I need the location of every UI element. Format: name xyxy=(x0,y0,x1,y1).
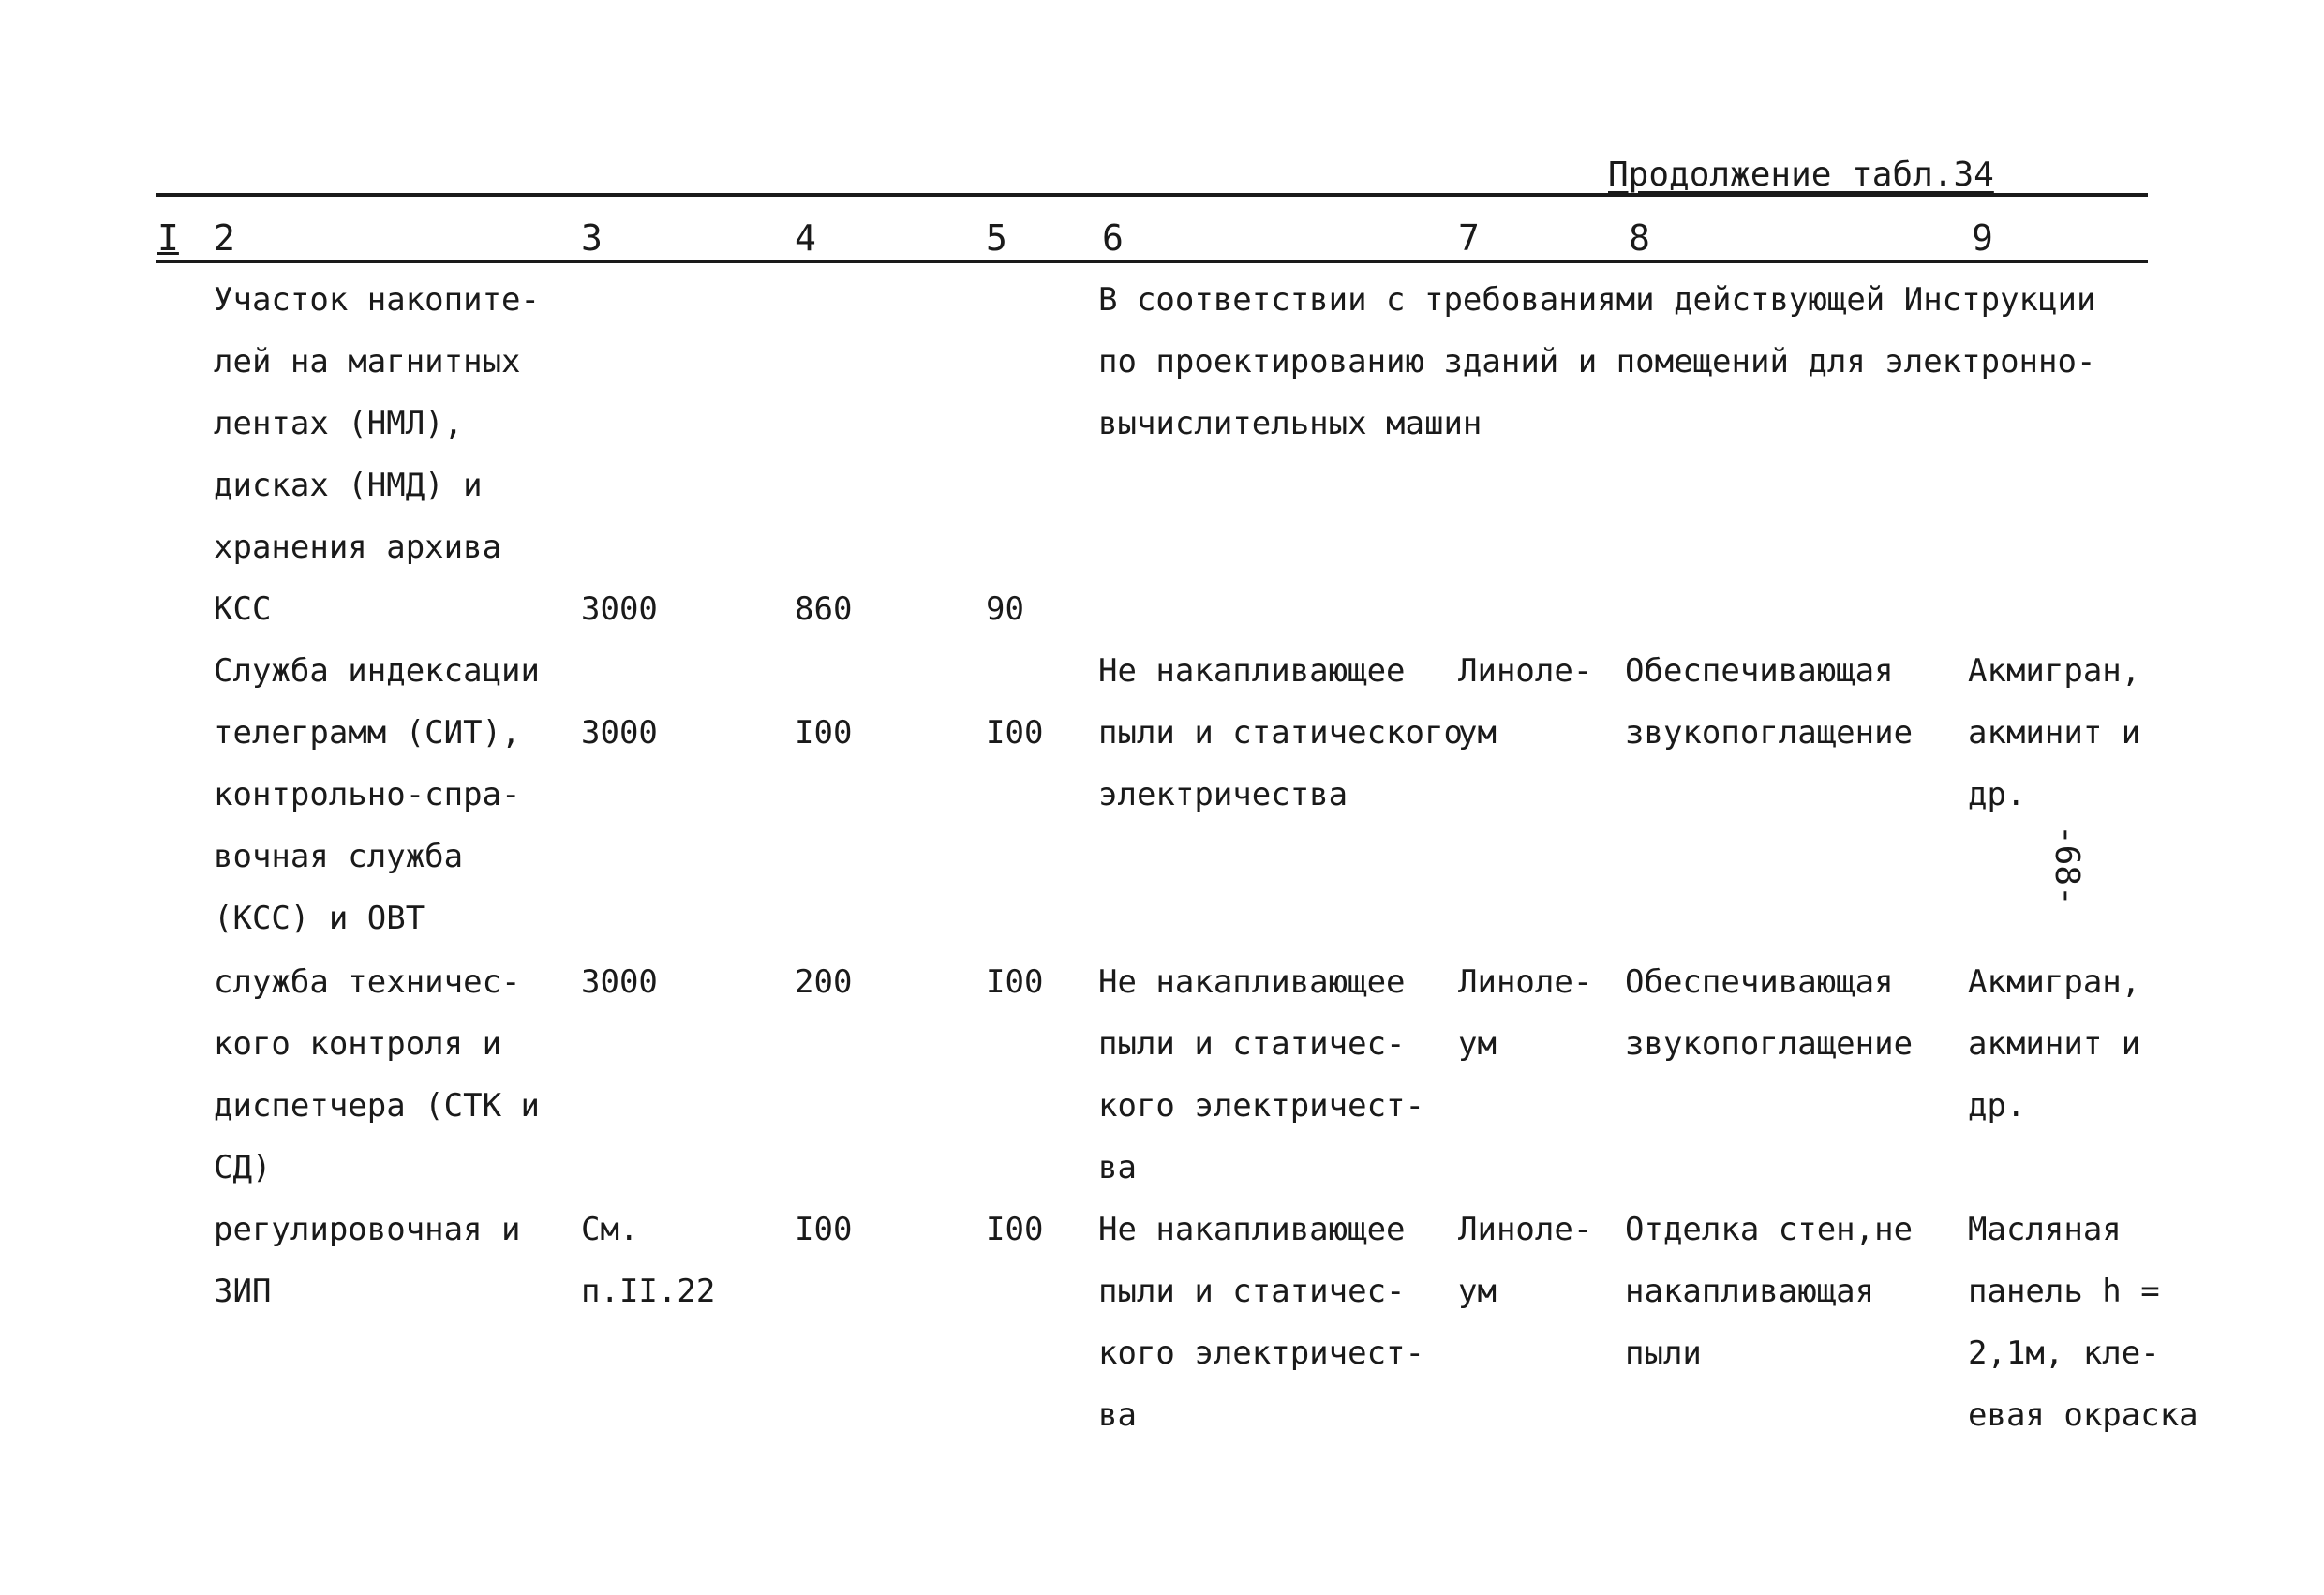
cell-col2-line: служба техничес- xyxy=(214,963,521,1001)
cell-col2-line: дисках (НМД) и xyxy=(214,467,483,504)
cell-col9-line: Масляная xyxy=(1968,1211,2122,1248)
cell-col9-line: Акмигран, xyxy=(1968,963,2141,1001)
cell-col8-line: накапливающая xyxy=(1625,1273,1875,1310)
cell-col8-line: Отделка стен,не xyxy=(1625,1211,1914,1248)
cell-col6-line: Не накапливающее xyxy=(1098,652,1406,690)
cell-col9-line: др. xyxy=(1968,1087,2026,1125)
cell-col2-line: КСС xyxy=(214,590,272,628)
cell-col6-line: пыли и статичес- xyxy=(1098,1273,1406,1310)
header-col-4: 4 xyxy=(795,217,816,259)
cell-col7-line: ум xyxy=(1458,1273,1497,1310)
cell-col7-line: ум xyxy=(1458,1025,1497,1063)
cell-col8-line: пыли xyxy=(1625,1334,1702,1372)
header-rule xyxy=(156,260,2148,263)
cell-col9-line: евая окраска xyxy=(1968,1396,2198,1434)
cell-note-line: вычислительных машин xyxy=(1098,405,1482,442)
cell-col4-line: 200 xyxy=(795,963,853,1001)
cell-col3-line: 3000 xyxy=(581,963,658,1001)
cell-col6-line: пыли и статичес- xyxy=(1098,1025,1406,1063)
cell-col2-line: хранения архива xyxy=(214,529,502,566)
cell-col2-line: телеграмм (СИТ), xyxy=(214,714,521,752)
cell-col2-line: диспетчера (СТК и xyxy=(214,1087,540,1125)
cell-col8-line: звукопоглащение xyxy=(1625,1025,1914,1063)
cell-col4-line: I00 xyxy=(795,714,853,752)
cell-col5-line: I00 xyxy=(986,1211,1044,1248)
cell-col6-line: кого электричест- xyxy=(1098,1334,1424,1372)
cell-col9-line: Акмигран, xyxy=(1968,652,2141,690)
cell-col8-line: Обеспечивающая xyxy=(1625,652,1894,690)
cell-col7-line: Линоле- xyxy=(1458,1211,1593,1248)
cell-col2-line: (КСС) и ОВТ xyxy=(214,900,425,937)
cell-col2-line: регулировочная и xyxy=(214,1211,521,1248)
header-col-9: 9 xyxy=(1972,217,1993,259)
cell-col9-line: акминит и xyxy=(1968,1025,2141,1063)
cell-col2-line: СД) xyxy=(214,1149,272,1186)
cell-col4-line: I00 xyxy=(795,1211,853,1248)
cell-col2-line: ЗИП xyxy=(214,1273,272,1310)
table-caption: Продолжение табл.34 xyxy=(1608,156,1994,194)
cell-col9-line: др. xyxy=(1968,776,2026,813)
cell-col2-line: Служба индексации xyxy=(214,652,540,690)
cell-col2-line: контрольно-спра- xyxy=(214,776,521,813)
cell-col7-line: Линоле- xyxy=(1458,963,1593,1001)
header-col-8: 8 xyxy=(1629,217,1650,259)
cell-col2-line: кого контроля и xyxy=(214,1025,502,1063)
cell-col7-line: ум xyxy=(1458,714,1497,752)
page-number: -68- xyxy=(2048,825,2086,906)
cell-col6-line: Не накапливающее xyxy=(1098,1211,1406,1248)
header-col-2: 2 xyxy=(214,217,235,259)
cell-col6-line: пыли и статического xyxy=(1098,714,1463,752)
cell-col2-line: лей на магнитных xyxy=(214,343,521,380)
header-col-5: 5 xyxy=(986,217,1007,259)
header-col-7: 7 xyxy=(1458,217,1480,259)
cell-col9-line: панель h = xyxy=(1968,1273,2160,1310)
cell-col5-line: 90 xyxy=(986,590,1024,628)
cell-col3-line: 3000 xyxy=(581,714,658,752)
cell-col6-line: кого электричест- xyxy=(1098,1087,1424,1125)
cell-col8-line: звукопоглащение xyxy=(1625,714,1914,752)
cell-note-line: В соответствии с требованиями действующей Инструкции xyxy=(1098,281,2096,319)
cell-note-line: по проектированию зданий и помещений для электронно- xyxy=(1098,343,2096,380)
cell-col7-line: Линоле- xyxy=(1458,652,1593,690)
cell-col6-line: ва xyxy=(1098,1396,1137,1434)
top-rule xyxy=(156,193,2148,197)
header-col-6: 6 xyxy=(1102,217,1124,259)
cell-col3-line: 3000 xyxy=(581,590,658,628)
cell-col5-line: I00 xyxy=(986,963,1044,1001)
cell-col6-line: ва xyxy=(1098,1149,1137,1186)
cell-col6-line: Не накапливающее xyxy=(1098,963,1406,1001)
cell-col8-line: Обеспечивающая xyxy=(1625,963,1894,1001)
cell-col3-line: См. xyxy=(581,1211,639,1248)
cell-col2-line: вочная служба xyxy=(214,838,464,875)
cell-col6-line: электричества xyxy=(1098,776,1348,813)
cell-col5-line: I00 xyxy=(986,714,1044,752)
cell-col2-line: Участок накопите- xyxy=(214,281,540,319)
cell-col2-line: лентах (НМЛ), xyxy=(214,405,464,442)
cell-col3-line: п.II.22 xyxy=(581,1273,716,1310)
cell-col9-line: 2,1м, кле- xyxy=(1968,1334,2160,1372)
cell-col4-line: 860 xyxy=(795,590,853,628)
header-col-1: I xyxy=(157,217,179,259)
cell-col9-line: акминит и xyxy=(1968,714,2141,752)
header-col-3: 3 xyxy=(581,217,603,259)
